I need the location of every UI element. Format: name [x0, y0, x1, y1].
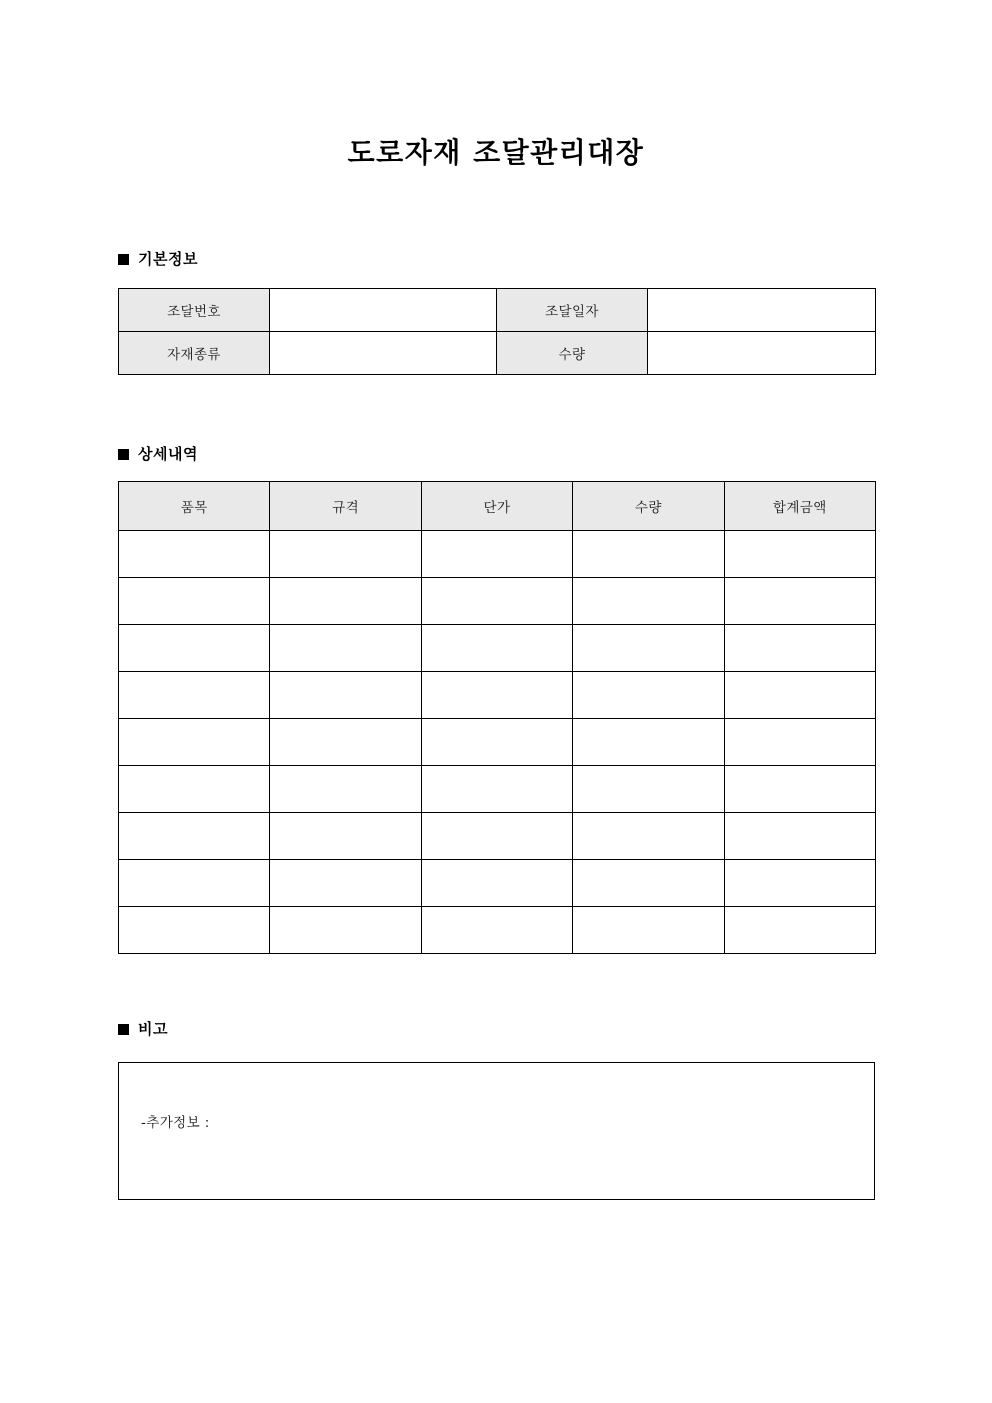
cell-quantity[interactable] — [573, 719, 724, 766]
page-title: 도로자재 조달관리대장 — [347, 136, 645, 169]
column-header-unit-price: 단가 — [421, 482, 572, 531]
cell-spec[interactable] — [270, 766, 421, 813]
square-bullet-icon — [118, 254, 129, 265]
cell-quantity[interactable] — [573, 860, 724, 907]
value-quantity[interactable] — [648, 332, 876, 375]
remarks-note-label: -추가정보 : — [141, 1115, 210, 1131]
cell-total-amount[interactable] — [724, 672, 875, 719]
cell-item[interactable] — [119, 860, 270, 907]
table-row — [119, 719, 876, 766]
column-header-spec: 규격 — [270, 482, 421, 531]
column-header-item: 품목 — [119, 482, 270, 531]
cell-quantity[interactable] — [573, 578, 724, 625]
label-quantity: 수량 — [497, 332, 648, 375]
section-heading-label: 비고 — [138, 1020, 168, 1038]
cell-item[interactable] — [119, 719, 270, 766]
cell-unit-price[interactable] — [421, 578, 572, 625]
cell-unit-price[interactable] — [421, 531, 572, 578]
cell-unit-price[interactable] — [421, 907, 572, 954]
value-procurement-date[interactable] — [648, 289, 876, 332]
cell-spec[interactable] — [270, 719, 421, 766]
cell-item[interactable] — [119, 907, 270, 954]
cell-unit-price[interactable] — [421, 860, 572, 907]
cell-spec[interactable] — [270, 860, 421, 907]
cell-total-amount[interactable] — [724, 766, 875, 813]
value-procurement-number[interactable] — [270, 289, 497, 332]
label-procurement-date: 조달일자 — [497, 289, 648, 332]
cell-quantity[interactable] — [573, 672, 724, 719]
table-row — [119, 625, 876, 672]
cell-spec[interactable] — [270, 625, 421, 672]
cell-spec[interactable] — [270, 813, 421, 860]
cell-unit-price[interactable] — [421, 813, 572, 860]
cell-total-amount[interactable] — [724, 578, 875, 625]
label-material-type: 자재종류 — [119, 332, 270, 375]
basic-info-table — [118, 288, 876, 375]
cell-total-amount[interactable] — [724, 907, 875, 954]
cell-total-amount[interactable] — [724, 531, 875, 578]
cell-unit-price[interactable] — [421, 672, 572, 719]
table-row — [119, 578, 876, 625]
table-row — [119, 289, 876, 332]
table-row — [119, 531, 876, 578]
cell-unit-price[interactable] — [421, 625, 572, 672]
table-row — [119, 907, 876, 954]
cell-unit-price[interactable] — [421, 766, 572, 813]
cell-item[interactable] — [119, 766, 270, 813]
cell-item[interactable] — [119, 625, 270, 672]
table-header-row — [119, 482, 876, 531]
value-material-type[interactable] — [270, 332, 497, 375]
cell-total-amount[interactable] — [724, 813, 875, 860]
cell-quantity[interactable] — [573, 766, 724, 813]
table-row — [119, 860, 876, 907]
table-row — [119, 766, 876, 813]
cell-total-amount[interactable] — [724, 860, 875, 907]
section-heading-basic-info — [118, 252, 198, 267]
table-row — [119, 813, 876, 860]
remarks-box[interactable] — [118, 1062, 875, 1200]
column-header-total-amount: 합계금액 — [724, 482, 875, 531]
square-bullet-icon — [118, 449, 129, 460]
cell-spec[interactable] — [270, 672, 421, 719]
cell-quantity[interactable] — [573, 625, 724, 672]
cell-total-amount[interactable] — [724, 625, 875, 672]
section-heading-detail — [118, 447, 198, 462]
cell-quantity[interactable] — [573, 531, 724, 578]
cell-quantity[interactable] — [573, 907, 724, 954]
cell-spec[interactable] — [270, 531, 421, 578]
column-header-quantity: 수량 — [573, 482, 724, 531]
table-row — [119, 332, 876, 375]
label-procurement-number: 조달번호 — [119, 289, 270, 332]
section-heading-remarks — [118, 1022, 168, 1037]
cell-item[interactable] — [119, 531, 270, 578]
cell-spec[interactable] — [270, 907, 421, 954]
cell-quantity[interactable] — [573, 813, 724, 860]
cell-item[interactable] — [119, 672, 270, 719]
square-bullet-icon — [118, 1024, 129, 1035]
table-row — [119, 672, 876, 719]
section-heading-label: 상세내역 — [138, 445, 198, 463]
detail-table-body — [119, 531, 876, 954]
cell-item[interactable] — [119, 813, 270, 860]
section-heading-label: 기본정보 — [138, 250, 198, 268]
cell-unit-price[interactable] — [421, 719, 572, 766]
cell-total-amount[interactable] — [724, 719, 875, 766]
cell-item[interactable] — [119, 578, 270, 625]
cell-spec[interactable] — [270, 578, 421, 625]
detail-table — [118, 481, 876, 954]
